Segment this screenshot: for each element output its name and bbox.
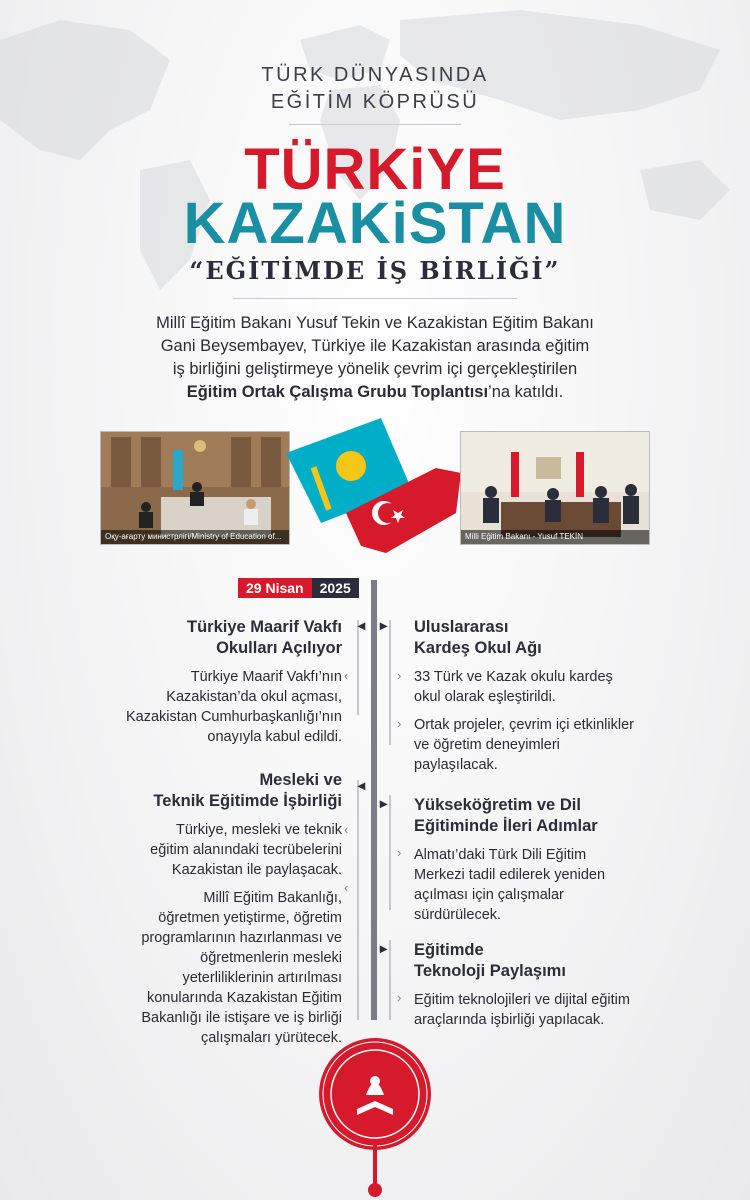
item-text (414, 845, 605, 925)
text-line: Millî Eğitim Bakanlığı, (203, 890, 342, 906)
chevron-icon: ‹ (344, 822, 349, 837)
chevron-icon: › (397, 845, 402, 860)
date-day: 29 Nisan (238, 578, 312, 598)
text-line: konularında Kazakistan Eğitim (146, 990, 342, 1006)
intro-rest: ’na katıldı. (488, 383, 564, 401)
item-title: Eğitimde (414, 941, 484, 959)
item-title: Eğitiminde İleri Adımlar (414, 817, 598, 835)
chevron-icon: › (397, 716, 402, 731)
divider (233, 298, 517, 299)
item-text (141, 888, 342, 1048)
text-line: Kazakistan’da okul açması, (166, 689, 342, 705)
text-line: Merkezi tadil edilerek yeniden (414, 867, 606, 883)
item-text (414, 715, 634, 775)
marker-arrow-icon: ▸ (380, 940, 388, 956)
timeline-item-left (126, 617, 342, 747)
text-line: Almatı’daki Türk Dili Eğitim (414, 847, 587, 863)
text-line: Ortak projeler, çevrim içi etkinlikler (414, 717, 634, 733)
intro-bold: Eğitim Ortak Çalışma Grubu Toplantısı (186, 383, 489, 401)
meeting-room-image (101, 432, 289, 544)
text-line: Eğitim teknolojileri ve dijital eğitim (414, 992, 630, 1008)
header-overline (0, 62, 750, 116)
text-line: ve öğretim deneyimleri (414, 737, 560, 753)
header-line-1: TÜRK DÜNYASINDA (261, 64, 489, 86)
marker-arrow-icon: ▸ (380, 617, 388, 633)
text-line: yeterliliklerinin artırılması (182, 970, 342, 986)
timeline-item-right (414, 795, 605, 925)
subtitle: “EĞİTİMDE İŞ BİRLİĞİ” (189, 256, 561, 285)
timeline-branch (357, 780, 359, 1020)
marker-arrow-icon: ◂ (358, 777, 366, 793)
intro-line: Millî Eğitim Bakanı Yusuf Tekin ve Kazakistan Eğitim Bakanı (156, 314, 594, 332)
text-line: araçlarında işbirliği yapılacak. (414, 1012, 605, 1028)
timeline-branch (389, 940, 391, 1020)
ministry-seal-logo (316, 1035, 434, 1200)
intro-line: Gani Beysembayev, Türkiye ile Kazakistan arasında eğitim (160, 337, 590, 355)
text-line: Bakanlığı ile istişare ve iş birliği (141, 1010, 342, 1026)
flags-graphic (286, 418, 466, 558)
text-line: Kazakistan Cumhurbaşkanlığı’nın (125, 709, 342, 725)
timeline-branch (389, 795, 391, 910)
text-line: Kazakistan ile paylaşacak. (171, 862, 342, 878)
timeline-item-right (414, 617, 634, 775)
intro-paragraph (120, 312, 630, 404)
text-line: Türkiye, mesleki ve teknik (176, 822, 342, 838)
timeline-branch (357, 620, 359, 715)
text-line: onayıyla kabul edildi. (207, 729, 342, 745)
item-title: Türkiye Maarif Vakfı (187, 618, 342, 636)
photo-caption: Milli Eğitim Bakanı - Yusuf TEKİN (461, 530, 649, 544)
marker-arrow-icon: ▸ (380, 795, 388, 811)
photo-turkiye-meeting (460, 431, 650, 545)
chevron-icon: ‹ (344, 880, 349, 895)
item-text (126, 667, 342, 747)
item-title: Uluslararası (414, 618, 509, 636)
text-line: paylaşılacak. (414, 757, 498, 773)
timeline-line (371, 580, 377, 1020)
item-text (414, 990, 630, 1030)
timeline-branch (389, 620, 391, 745)
header-line-2: EĞİTİM KÖPRÜSÜ (270, 91, 480, 113)
chevron-icon: › (397, 990, 402, 1005)
intro-line (120, 381, 630, 404)
text-line: çalışmaları yürütecek. (200, 1030, 342, 1046)
title-turkiye: TÜRKiYE (244, 137, 506, 202)
item-title: Mesleki ve (259, 771, 342, 789)
text-line: sürdürülecek. (414, 907, 502, 923)
date-badge (238, 578, 359, 598)
chevron-icon: › (397, 668, 402, 683)
text-line: açılması için çalışmalar (414, 887, 564, 903)
photo-caption: Оқу-ағарту министрлігі/Ministry of Education of... (101, 530, 289, 544)
timeline-item-right (414, 940, 630, 1030)
divider (289, 124, 461, 125)
item-text (141, 820, 342, 880)
item-text (414, 667, 634, 707)
text-line: programlarının hazırlanması ve (141, 930, 342, 946)
timeline-item-left (141, 770, 342, 1048)
title-kazakistan: KAZAKiSTAN (183, 191, 567, 256)
text-line: 33 Türk ve Kazak okulu kardeş (414, 669, 613, 685)
item-title: Teknik Eğitimde İşbirliği (153, 792, 342, 810)
text-line: eğitim alanındaki tecrübelerini (150, 842, 342, 858)
item-title: Teknoloji Paylaşımı (414, 962, 566, 980)
item-title: Yükseköğretim ve Dil (414, 796, 581, 814)
photo-kazakhstan-meeting (100, 431, 290, 545)
text-line: öğretmen yetiştirme, öğretim (158, 910, 342, 926)
text-line: Türkiye Maarif Vakfı’nın (190, 669, 342, 685)
chevron-icon: ‹ (344, 668, 349, 683)
marker-arrow-icon: ◂ (358, 617, 366, 633)
text-line: öğretmenlerin mesleki (200, 950, 342, 966)
intro-line: iş birliğini geliştirmeye yönelik çevrim içi gerçekleştirilen (172, 360, 578, 378)
item-title: Okulları Açılıyor (216, 639, 342, 657)
date-year: 2025 (312, 578, 359, 598)
meeting-room-image (461, 432, 649, 544)
text-line: okul olarak eşleştirildi. (414, 689, 556, 705)
item-title: Kardeş Okul Ağı (414, 639, 542, 657)
